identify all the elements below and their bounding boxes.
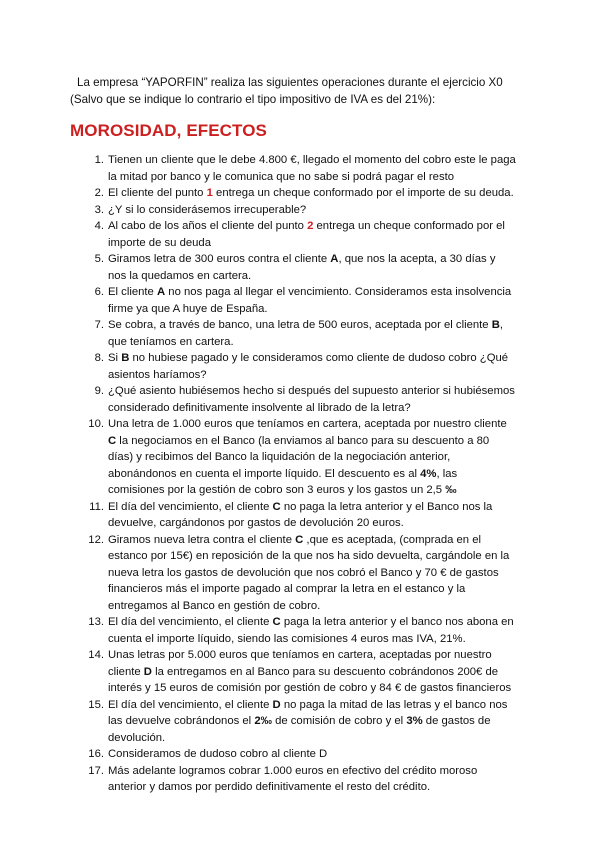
item-number: 17. xyxy=(88,764,104,777)
client-letter: C xyxy=(272,616,281,628)
list-item xyxy=(70,499,540,532)
item-text: Una letra de 1.000 euros que teníamos en cartera, aceptada por nuestro cliente xyxy=(108,418,507,430)
item-text: firme ya que A huye de España. xyxy=(108,302,268,315)
item-text: El cliente del punto 1 entrega un cheque conformado por el importe de su deuda. xyxy=(108,187,514,199)
intro-line-vat-note: (Salvo que se indique lo contrario el tipo impositivo de IVA es del 21%): xyxy=(70,93,436,106)
list-item xyxy=(70,647,540,697)
client-letter: C xyxy=(295,533,304,546)
item-text: Si B no hubiese pagado y le consideramos como cliente de dudoso cobro ¿Qué xyxy=(108,352,509,364)
list-item xyxy=(70,416,540,499)
list-item xyxy=(70,202,540,219)
item-text: El día del vencimiento, el cliente C no paga la letra anterior y el Banco nos la xyxy=(108,500,493,513)
item-text: cuenta el importe líquido, siendo las comisiones 4 euros mas IVA, 21%. xyxy=(108,632,466,645)
item-reference: 1 xyxy=(206,187,213,199)
item-number: 2. xyxy=(94,187,104,199)
list-item xyxy=(70,350,540,383)
item-text: Al cabo de los años el cliente del punto 2 entrega un cheque conformado por el xyxy=(108,220,505,232)
item-number: 6. xyxy=(94,286,104,298)
item-text: El cliente A no nos paga al llegar el vencimiento. Consideramos esta insolvencia xyxy=(108,286,512,298)
list-item xyxy=(70,697,540,747)
item-text: Giramos nueva letra contra el cliente C ,que es aceptada, (comprada en el xyxy=(108,533,482,546)
client-letter: D xyxy=(143,665,152,678)
per-mille-sign: ‰ xyxy=(445,484,457,496)
item-text: anterior y damos por perdido definitivamente el resto del crédito. xyxy=(108,781,431,793)
item-number: 1. xyxy=(94,154,104,166)
item-number: 3. xyxy=(94,203,104,216)
client-letter: B xyxy=(121,352,130,364)
item-number: 14. xyxy=(88,649,104,661)
item-text: asientos haríamos? xyxy=(108,368,207,381)
item-number: 11. xyxy=(89,500,104,513)
item-text: Unas letras por 5.000 euros que teníamos en cartera, aceptadas por nuestro xyxy=(108,649,492,661)
item-text: entregamos al Banco en gestión de cobro. xyxy=(108,599,321,612)
return-fee-rate: 3% xyxy=(406,715,423,727)
item-text: estanco por 15€) en reposición de la que nos ha sido devuelta, cargándole en la xyxy=(108,550,510,562)
list-item xyxy=(70,185,540,202)
exercise-list xyxy=(70,152,540,796)
item-text: nueva letra los gastos de devolución que nos cobró el Banco y 70 € de gastos xyxy=(108,566,499,579)
section-title: MOROSIDAD, EFECTOS xyxy=(70,121,268,140)
item-number: 12. xyxy=(88,533,104,546)
item-text: importe de su deuda xyxy=(108,236,211,249)
item-text: C la negociamos en el Banco (la enviamos al banco para su descuento a 80 xyxy=(108,434,490,447)
item-text: ¿Y si lo considerásemos irrecuperable? xyxy=(108,203,307,216)
item-number: 13. xyxy=(88,616,104,628)
client-letter: C xyxy=(108,434,117,447)
item-text: Giramos letra de 300 euros contra el cliente A, que nos la acepta, a 30 días y xyxy=(108,253,496,265)
list-item xyxy=(70,383,540,416)
intro-line-company: La empresa “YAPORFIN” realiza las siguientes operaciones durante el ejercicio X0 xyxy=(77,76,503,89)
item-number: 8. xyxy=(94,352,104,364)
item-text: ¿Qué asiento hubiésemos hecho si después del supuesto anterior si hubiésemos xyxy=(108,385,515,397)
item-number: 15. xyxy=(88,698,104,711)
item-text: El día del vencimiento, el cliente C paga la letra anterior y el banco nos abona en xyxy=(108,616,514,628)
item-text: Tienen un cliente que le debe 4.800 €, llegado el momento del cobro este le paga xyxy=(108,154,516,166)
item-text: comisiones por la gestión de cobro son 3 euros y los gastos un 2,5 ‰ xyxy=(108,484,457,496)
item-text: considerado definitivamente insolvente al librado de la letra? xyxy=(108,401,411,414)
item-text: nos la quedamos en cartera. xyxy=(108,269,252,282)
item-text: El día del vencimiento, el cliente D no paga la mitad de las letras y el banco nos xyxy=(108,698,508,711)
item-reference: 2 xyxy=(307,220,314,232)
item-text: días) y recibimos del Banco la liquidación de la negociación anterior, xyxy=(108,451,451,463)
item-number: 10. xyxy=(88,418,104,430)
commission-rate: 2‰ xyxy=(254,715,272,727)
client-letter: A xyxy=(330,253,339,265)
item-number: 5. xyxy=(94,253,104,265)
item-number: 7. xyxy=(94,319,104,331)
item-text: devolución. xyxy=(108,731,166,744)
intro-paragraph xyxy=(70,74,570,108)
discount-rate: 4% xyxy=(420,467,437,480)
item-text: interés y 15 euros de comisión por gestión de cobro y 84 € de gastos financieros xyxy=(108,682,512,694)
item-text: financieros más el importe pagado al comprar la letra en el estanco y la xyxy=(108,583,466,595)
item-text: que teníamos en cartera. xyxy=(108,335,234,348)
client-letter: D xyxy=(272,698,281,711)
list-item xyxy=(70,532,540,615)
item-number: 9. xyxy=(94,385,104,397)
item-text: abonándonos en cuenta el importe líquido. El descuento es al 4%, las xyxy=(108,467,458,480)
item-number: 4. xyxy=(94,220,104,232)
list-item xyxy=(70,218,540,251)
item-text: Se cobra, a través de banco, una letra de 500 euros, aceptada por el cliente B, xyxy=(108,319,504,331)
list-item xyxy=(70,284,540,317)
item-text: Consideramos de dudoso cobro al cliente D xyxy=(108,748,328,760)
item-number: 16. xyxy=(88,748,104,760)
list-item xyxy=(70,152,540,185)
list-item xyxy=(70,614,540,647)
list-item xyxy=(70,317,540,350)
client-letter: A xyxy=(156,286,166,298)
item-text: cliente D la entregamos en al Banco para su descuento cobrándonos 200€ de xyxy=(108,665,499,678)
list-item xyxy=(70,763,540,796)
list-item xyxy=(70,746,540,763)
list-item xyxy=(70,251,540,284)
client-letter: B xyxy=(491,319,500,331)
item-text: devuelve, cargándonos por gastos de devolución 20 euros. xyxy=(108,517,404,529)
item-text: la mitad por banco y le comunica que no sabe si podrá pagar el resto xyxy=(108,170,455,183)
item-text: las devuelve cobrándonos el 2‰ de comisión de cobro y el 3% de gastos de xyxy=(108,715,491,727)
item-text: Más adelante logramos cobrar 1.000 euros en efectivo del crédito moroso xyxy=(108,764,478,777)
client-letter: C xyxy=(272,500,281,513)
